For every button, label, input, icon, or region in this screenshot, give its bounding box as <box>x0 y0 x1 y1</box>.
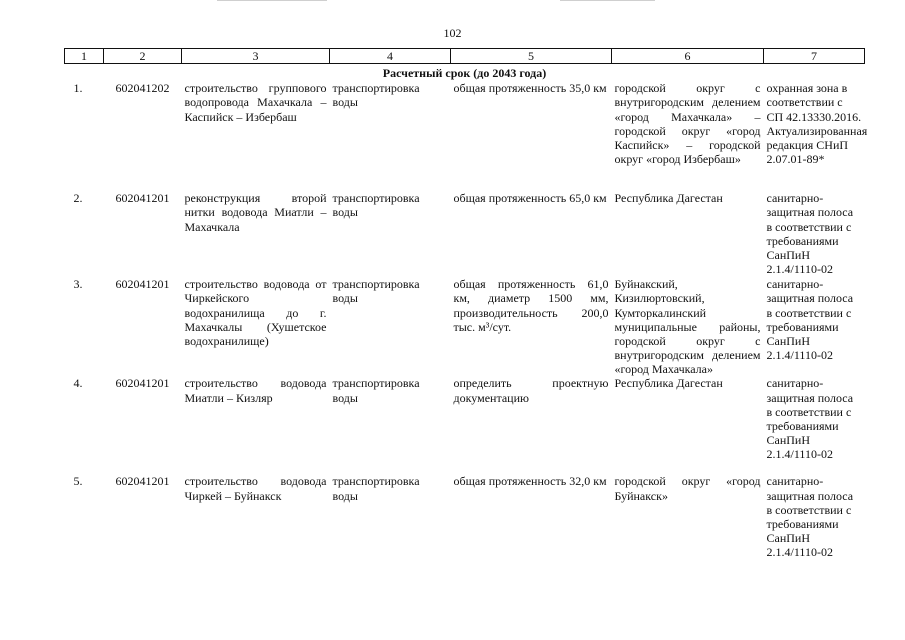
column-number: 3 <box>182 49 330 64</box>
object-location: Республика Дагестан <box>614 191 723 206</box>
object-purpose: транспортировка воды <box>332 191 420 220</box>
object-name: строительство группового водопровода Махачкала – Каспийск – Избербаш <box>184 81 327 124</box>
object-location: городской округ «город Буйнакск» <box>614 474 761 503</box>
section-row <box>65 64 865 82</box>
scan-line-right <box>560 0 655 1</box>
object-name: строительство водовода от Чиркейского водохранилища до г. Махачкалы (Хушетское водохранилище) <box>184 277 327 348</box>
object-name: реконструкция второй нитки водовода Миатли – Махачкала <box>184 191 327 234</box>
object-zone: санитарно-защитная полоса в соответствии с требованиями СанПиН 2.1.4/1110-02 <box>766 376 854 462</box>
object-characteristics: общая протяженность 32,0 км <box>453 474 607 489</box>
page-number: 102 <box>443 26 462 40</box>
column-number: 2 <box>104 49 182 64</box>
column-number-row <box>65 49 865 64</box>
table-row <box>65 191 865 277</box>
object-purpose: транспортировка воды <box>332 474 420 503</box>
object-zone: санитарно-защитная полоса в соответствии с требованиями СанПиН 2.1.4/1110-02 <box>766 191 854 277</box>
column-number: 7 <box>764 49 865 64</box>
object-characteristics: общая протяженность 35,0 км <box>453 81 607 96</box>
row-number: 2. <box>73 191 83 206</box>
object-code: 602041201 <box>115 474 170 489</box>
object-code: 602041201 <box>115 376 170 391</box>
object-location: Республика Дагестан <box>614 376 723 391</box>
object-characteristics: общая протяженность 65,0 км <box>453 191 607 206</box>
row-number: 3. <box>73 277 83 292</box>
object-location: городской округ с внутригородским делением «город Махачкала» – городской округ «город Каспийск» – городской округ «город Избербаш» <box>614 81 761 167</box>
object-purpose: транспортировка воды <box>332 81 420 110</box>
column-number: 4 <box>330 49 451 64</box>
object-name: строительство водовода Миатли – Кизляр <box>184 376 327 405</box>
scan-line-left <box>217 0 327 1</box>
object-zone: санитарно-защитная полоса в соответствии с требованиями СанПиН 2.1.4/1110-02 <box>766 474 854 560</box>
object-zone: санитарно-защитная полоса в соответствии с требованиями СанПиН 2.1.4/1110-02 <box>766 277 854 363</box>
object-location: Буйнакский, Кизилюртовский, Кумторкалинский муниципальные районы, городской округ с внутригородским делением «город Махачкала» <box>614 277 761 377</box>
row-number: 1. <box>73 81 83 96</box>
table-row <box>65 376 865 474</box>
row-number: 4. <box>73 376 83 391</box>
object-code: 602041202 <box>115 81 170 96</box>
row-number: 5. <box>73 474 83 489</box>
object-code: 602041201 <box>115 277 170 292</box>
table-row <box>65 474 865 570</box>
section-title: Расчетный срок (до 2043 года) <box>382 66 547 81</box>
column-number: 5 <box>451 49 612 64</box>
object-characteristics: общая протяженность 61,0 км, диаметр 1500 мм, производительность 200,0 тыс. м³/сут. <box>453 277 609 334</box>
object-zone: охранная зона в соответствии с СП 42.13330.2016. Актуализированная редакция СНиП 2.07.01-89* <box>766 81 868 167</box>
object-code: 602041201 <box>115 191 170 206</box>
column-number: 1 <box>65 49 104 64</box>
planning-table <box>64 48 868 570</box>
table-row <box>65 277 865 376</box>
object-characteristics: определить проектную документацию <box>453 376 609 405</box>
column-number: 6 <box>612 49 764 64</box>
object-name: строительство водовода Чиркей – Буйнакск <box>184 474 327 503</box>
object-purpose: транспортировка воды <box>332 277 420 306</box>
table-row <box>65 81 865 191</box>
object-purpose: транспортировка воды <box>332 376 420 405</box>
